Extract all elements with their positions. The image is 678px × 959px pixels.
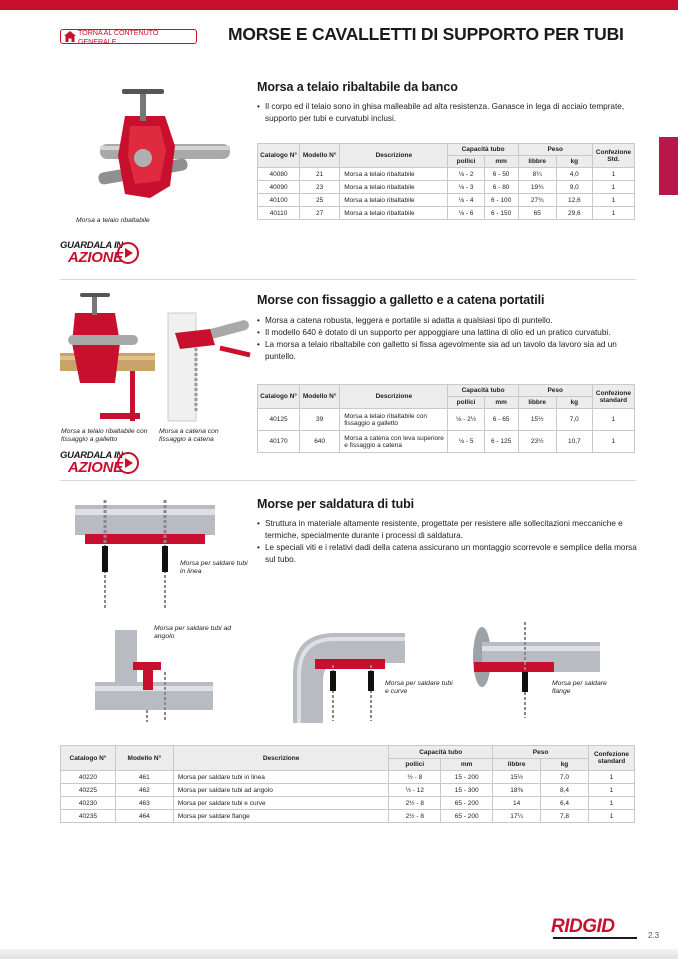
cell-modello: 464 (115, 810, 173, 823)
spec-table-2 (257, 384, 635, 453)
cell-catalogo: 40080 (258, 168, 300, 181)
cell-libbre: 65 (518, 207, 556, 220)
cell-mm: 65 - 200 (441, 797, 493, 810)
action-line2: AZIONE (68, 249, 123, 266)
table-row (258, 168, 635, 181)
action-line1: GUARDALA IN (60, 450, 123, 461)
cell-pollici: 2½ - 8 (389, 810, 441, 823)
cell-kg: 10,7 (556, 431, 592, 453)
cell-modello: 39 (300, 409, 340, 431)
th-mm: mm (460, 761, 473, 768)
logo-underline (553, 937, 637, 939)
cell-pollici: ½ - 8 (389, 771, 441, 784)
table-row (258, 431, 635, 453)
th-confezione: Confezione standard (593, 751, 629, 765)
th-modello: Modello N° (127, 754, 162, 762)
th-modello: Modello N° (302, 393, 337, 400)
cell-modello: 21 (300, 168, 340, 181)
cell-conf: 1 (588, 810, 634, 823)
cell-libbre: 15½ (493, 771, 541, 784)
cell-conf: 1 (592, 409, 634, 431)
th-kg: kg (560, 761, 569, 768)
th-descrizione: Descrizione (262, 754, 300, 762)
th-peso: Peso (547, 146, 564, 153)
play-icon (117, 242, 139, 264)
th-catalogo: Catalogo N° (260, 393, 297, 400)
action-line2: AZIONE (68, 459, 123, 476)
cell-descrizione: Morsa a telaio ribaltabile (340, 168, 448, 181)
page-number: 2.3 (648, 931, 660, 940)
th-peso: Peso (532, 748, 549, 756)
caption-bench-vise: Morsa a telaio ribaltabile (76, 217, 150, 224)
cell-pollici: ⅛ - 2½ (448, 409, 484, 431)
flange-welding-vise-image (470, 622, 600, 722)
cell-catalogo: 40170 (258, 431, 300, 453)
cell-descrizione: Morsa per saldare tubi in linea (173, 771, 389, 784)
cell-libbre: 15½ (518, 409, 556, 431)
cell-pollici: 2½ - 8 (389, 797, 441, 810)
cell-catalogo: 40225 (61, 784, 116, 797)
cell-mm: 15 - 200 (441, 771, 493, 784)
chapter-tab[interactable] (659, 137, 678, 195)
home-button[interactable] (60, 29, 197, 44)
caption-chain-vise: Morsa a catena con fissaggio a catena (159, 428, 219, 443)
cell-kg: 7,0 (556, 409, 592, 431)
cell-descrizione: Morsa per saldare flange (173, 810, 389, 823)
cell-modello: 462 (115, 784, 173, 797)
th-libbre: libbre (528, 399, 547, 406)
divider (60, 480, 636, 481)
th-capacita: Capacità tubo (419, 748, 463, 756)
caption-flange-vise: Morsa per saldare flange (552, 680, 607, 695)
th-kg: kg (570, 399, 579, 406)
home-button-label: TORNA AL CONTENUTO GENERALE (78, 27, 159, 46)
caption-portable-vise: Morsa a telaio ribaltabile con fissaggio a galletto (61, 428, 148, 443)
cell-descrizione: Morsa a telaio ribaltabile (340, 207, 448, 220)
cell-libbre: 23½ (518, 431, 556, 453)
table-row (258, 409, 635, 431)
cell-modello: 463 (115, 797, 173, 810)
th-modello: Modello N° (302, 152, 337, 159)
cell-conf: 1 (588, 797, 634, 810)
th-mm: mm (495, 399, 507, 406)
th-libbre: libbre (507, 761, 526, 768)
cell-conf: 1 (592, 431, 634, 453)
cell-pollici: ⅛ - 6 (448, 207, 484, 220)
bullet: • Morsa a catena robusta, leggera e portatile si adatta a qualsiasi tipo di puntello. (257, 315, 637, 327)
bullet: • Struttura in materiale altamente resistente, progettate per resistere alle sollecitazioni meccaniche e termiche, specialmente durante i processi di saldatura. (257, 518, 637, 542)
table-row (61, 771, 635, 784)
cell-modello: 27 (300, 207, 340, 220)
cell-kg: 7,0 (541, 771, 589, 784)
table-row (61, 810, 635, 823)
cell-catalogo: 40230 (61, 797, 116, 810)
bench-vise-image (80, 86, 235, 216)
cell-catalogo: 40235 (61, 810, 116, 823)
cell-descrizione: Morsa a telaio ribaltabile (340, 181, 448, 194)
bottom-bar (0, 949, 678, 959)
cell-mm: 6 - 125 (484, 431, 518, 453)
watch-action-button-1[interactable] (60, 240, 150, 268)
cell-descrizione: Morsa a telaio ribaltabile (340, 194, 448, 207)
cell-descrizione: Morsa a telaio ribaltabile con fissaggio a galletto (340, 409, 448, 431)
th-peso: Peso (547, 387, 564, 394)
cell-mm: 6 - 50 (484, 168, 518, 181)
bullet: • Le speciali viti e i relativi dadi della catena assicurano un montaggio scorrevole e semplice della morsa sul tubo. (257, 542, 637, 566)
cell-kg: 4,0 (556, 168, 592, 181)
angle-welding-vise-image (95, 630, 215, 722)
cell-conf: 1 (592, 168, 634, 181)
cell-kg: 8,4 (541, 784, 589, 797)
table-row (61, 784, 635, 797)
th-pollici: pollici (456, 399, 476, 406)
th-catalogo: Catalogo N° (260, 152, 297, 159)
th-capacita: Capacità tubo (461, 387, 505, 394)
home-icon (64, 31, 76, 42)
spec-table-1 (257, 143, 635, 220)
cell-pollici: ½ - 12 (389, 784, 441, 797)
section-title-welding-vises: Morse per saldatura di tubi (257, 497, 415, 511)
cell-mm: 6 - 65 (484, 409, 518, 431)
table-row (258, 194, 635, 207)
th-libbre: libbre (528, 158, 547, 165)
cell-descrizione: Morsa per saldare tubi e curve (173, 797, 389, 810)
bullet: • Il corpo ed il telaio sono in ghisa malleabile ad alta resistenza. Ganasce in lega di acciaio temprate, supporto per tubi e curvatubi inclusi. (257, 101, 637, 125)
th-confezione: Confezione Std. (595, 148, 631, 163)
cell-catalogo: 40125 (258, 409, 300, 431)
cell-libbre: 8¼ (518, 168, 556, 181)
cell-modello: 23 (300, 181, 340, 194)
cell-mm: 6 - 100 (484, 194, 518, 207)
cell-conf: 1 (592, 181, 634, 194)
cell-modello: 25 (300, 194, 340, 207)
cell-catalogo: 40100 (258, 194, 300, 207)
curve-welding-vise-image (285, 625, 405, 723)
brand-name: RIDGID (551, 916, 615, 937)
chain-vise-image (160, 303, 255, 423)
cell-descrizione: Morsa per saldare tubi ad angolo (173, 784, 389, 797)
cell-mm: 6 - 150 (484, 207, 518, 220)
caption-curve-vise: Morsa per saldare tubi e curve (385, 680, 453, 695)
cell-pollici: ⅛ - 2 (448, 168, 484, 181)
cell-mm: 65 - 200 (441, 810, 493, 823)
bullet: • La morsa a telaio ribaltabile con galletto si fissa agevolmente sia ad un tavolo da lavoro sia ad un puntello. (257, 339, 637, 363)
cell-pollici: ⅛ - 3 (448, 181, 484, 194)
cell-conf: 1 (592, 194, 634, 207)
cell-catalogo: 40220 (61, 771, 116, 784)
inline-welding-vise-image (75, 500, 220, 612)
page-title: MORSE E CAVALLETTI DI SUPPORTO PER TUBI (228, 24, 624, 44)
cell-kg: 9,0 (556, 181, 592, 194)
cell-kg: 7,8 (541, 810, 589, 823)
th-confezione: Confezione standard (595, 389, 631, 404)
cell-descrizione: Morsa a catena con leva superiore e fissaggio a catena (340, 431, 448, 453)
cell-libbre: 27¾ (518, 194, 556, 207)
cell-pollici: ⅛ - 5 (448, 431, 484, 453)
section2-bullets (257, 315, 637, 363)
cell-conf: 1 (592, 207, 634, 220)
cell-modello: 461 (115, 771, 173, 784)
cell-modello: 640 (300, 431, 340, 453)
table-row (258, 181, 635, 194)
th-capacita: Capacità tubo (461, 146, 505, 153)
th-pollici: pollici (456, 158, 476, 165)
th-pollici: pollici (405, 761, 425, 768)
action-line1: GUARDALA IN (60, 240, 123, 251)
section-title-portable-vises: Morse con fissaggio a galletto e a catena portatili (257, 293, 545, 307)
th-descrizione: Descrizione (375, 393, 413, 400)
cell-libbre: 19¾ (518, 181, 556, 194)
cell-libbre: 14 (493, 797, 541, 810)
cell-pollici: ⅛ - 4 (448, 194, 484, 207)
top-bar (0, 0, 678, 10)
cell-mm: 15 - 300 (441, 784, 493, 797)
cell-kg: 29,6 (556, 207, 592, 220)
table-row (258, 207, 635, 220)
th-catalogo: Catalogo N° (69, 754, 107, 762)
th-kg: kg (570, 158, 579, 165)
watch-action-button-2[interactable] (60, 450, 150, 478)
cell-catalogo: 40090 (258, 181, 300, 194)
caption-inline-vise: Morsa per saldare tubi in linea (180, 560, 248, 575)
cell-libbre: 17¼ (493, 810, 541, 823)
cell-kg: 6,4 (541, 797, 589, 810)
table-row (61, 797, 635, 810)
th-descrizione: Descrizione (375, 152, 413, 159)
ridgid-logo (551, 916, 641, 942)
section-title-bench-vise: Morsa a telaio ribaltabile da banco (257, 80, 458, 94)
cell-conf: 1 (588, 771, 634, 784)
cell-conf: 1 (588, 784, 634, 797)
spec-table-3 (60, 745, 635, 823)
cell-catalogo: 40110 (258, 207, 300, 220)
bullet: • Il modello 640 è dotato di un supporto per appoggiare una lattina di olio ed un pratico curvatubi. (257, 327, 637, 339)
portable-vise-image (60, 293, 155, 425)
section3-bullets (257, 518, 637, 566)
cell-libbre: 18⅜ (493, 784, 541, 797)
cell-mm: 6 - 80 (484, 181, 518, 194)
cell-kg: 12,6 (556, 194, 592, 207)
section1-bullets (257, 101, 637, 125)
th-mm: mm (495, 158, 507, 165)
caption-angle-vise: Morsa per saldare tubi ad angolo (154, 625, 232, 640)
divider (60, 279, 636, 280)
play-icon (117, 452, 139, 474)
